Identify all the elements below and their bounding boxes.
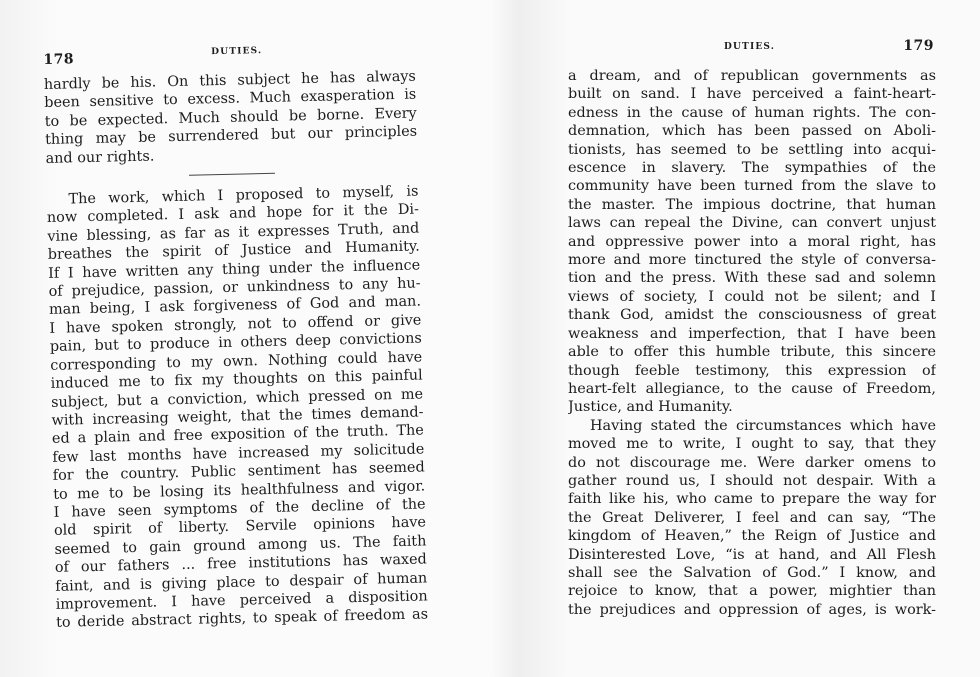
text-line: old spirit of liberty. Servile opinions have [53,514,427,540]
running-head: DUTIES. [211,46,263,58]
text-line: to me to be losing its healthfulness and vigor. [53,477,426,503]
page-body [44,68,429,633]
text-line: and our rights. [45,148,155,167]
text-line: with increasing weight, that the times demand- [51,404,424,429]
text-line: Justice, and Humanity. [568,399,733,416]
page-number: 178 [43,51,75,68]
text-line: pain, but to produce in others deep convictions [49,330,422,356]
text-line: been sensitive to excess. Much exasperation is [44,86,417,112]
text-line: kingdom of Heaven,” the Reign of Justice and [568,528,936,545]
text-line: few last months have increased my solicitude [52,441,425,466]
text-line: the Great Deliverer, I feel and can say, “The [568,509,936,526]
text-line: the master. The impious doctrine, that human [568,196,936,213]
text-line: weakness and imperfection, that I have been [568,325,936,342]
text-line: improvement. I have perceived a disposition [55,588,428,613]
text-line: built on sand. I have perceived a faint-heart- [568,86,936,103]
section-divider [189,173,275,176]
text-line: tionists, has seemed to be settling into acqui- [568,141,936,158]
text-line: views of society, I could not be silent; and I [568,288,936,305]
text-line: vine blessing, as far as it expresses Truth, and [47,220,420,245]
text-line: able to offer this humble tribute, this sincere [568,344,936,361]
text-line: of our fathers ... free institutions has waxed [54,551,427,577]
text-line: Having stated the circumstances which have [590,417,936,434]
text-line: escence in slavery. The sympathies of the [568,160,936,177]
text-line: man being, I ask forgiveness of God and man. [48,293,422,319]
text-line: subject, but a conviction, which pressed on me [50,385,424,411]
text-line: community have been turned from the slave to [568,178,936,195]
text-line: laws can repeal the Divine, can convert unjust [568,215,936,232]
page-body [568,67,936,619]
text-line: If I have written any thing under the influence [48,257,421,282]
page-number: 179 [903,38,934,54]
text-line: hardly be his. On this subject he has always [43,68,417,93]
text-line: thank God, amidst the consciousness of great [568,307,936,324]
text-line: corresponding to my own. Nothing could have [50,349,423,374]
text-line: to be expected. Much should be borne. Every [44,105,417,130]
text-line: edness in the cause of human rights. The con- [568,104,936,121]
text-line: ed a plain and free exposition of the truth. The [51,422,425,448]
text-line: tion and the press. With these sad and solemn [568,270,936,287]
text-line: though feeble testimony, this expression of [568,362,936,379]
text-line: gather round us, I should not despair. With a [568,472,936,489]
text-line: moved me to write, I ought to say, that they [568,436,936,453]
text-line: of prejudice, passion, or unkindness to any hu- [48,275,421,300]
text-line: I have seen symptoms of the decline of the [53,496,426,521]
text-line: for the country. Public sentiment has seemed [52,459,425,485]
text-line: shall see the Salvation of God.” I know, and [568,564,936,581]
text-line: seemed to gain ground among us. The faith [54,533,427,558]
text-line: faint, and is giving place to despair of human [55,569,428,595]
running-head: DUTIES. [724,42,776,52]
text-line: more and more tinctured the style of conversa- [568,252,936,269]
text-line: do not discourage me. Were darker omens to [568,454,936,471]
text-line: the prejudices and oppression of ages, is work- [568,601,936,618]
text-line: The work, which I proposed to myself, is [68,183,419,208]
text-line: to deride abstract rights, to speak of freedom as [55,606,429,632]
text-line: demnation, which has been passed on Aboli- [568,123,936,140]
text-line: induced me to fix my thoughts on this painful [50,367,423,392]
text-line: and oppressive power into a moral right, has [568,233,936,250]
text-line: a dream, and of republican governments as [568,68,936,84]
text-line: Disinterested Love, “is at hand, and All Flesh [568,546,936,563]
text-line: heart-felt allegiance, to the cause of Freedom, [568,380,936,397]
text-line: breathes the spirit of Justice and Humanity. [47,238,420,264]
text-line: now completed. I ask and hope for it the Di- [46,201,420,227]
text-line: rejoice to know, that a power, mightier than [568,583,936,600]
text-line: thing may be surrendered but our principles [44,123,418,149]
text-line: I have spoken strongly, not to offend or give [49,312,422,337]
text-line: faith like his, who came to prepare the way for [568,491,936,508]
